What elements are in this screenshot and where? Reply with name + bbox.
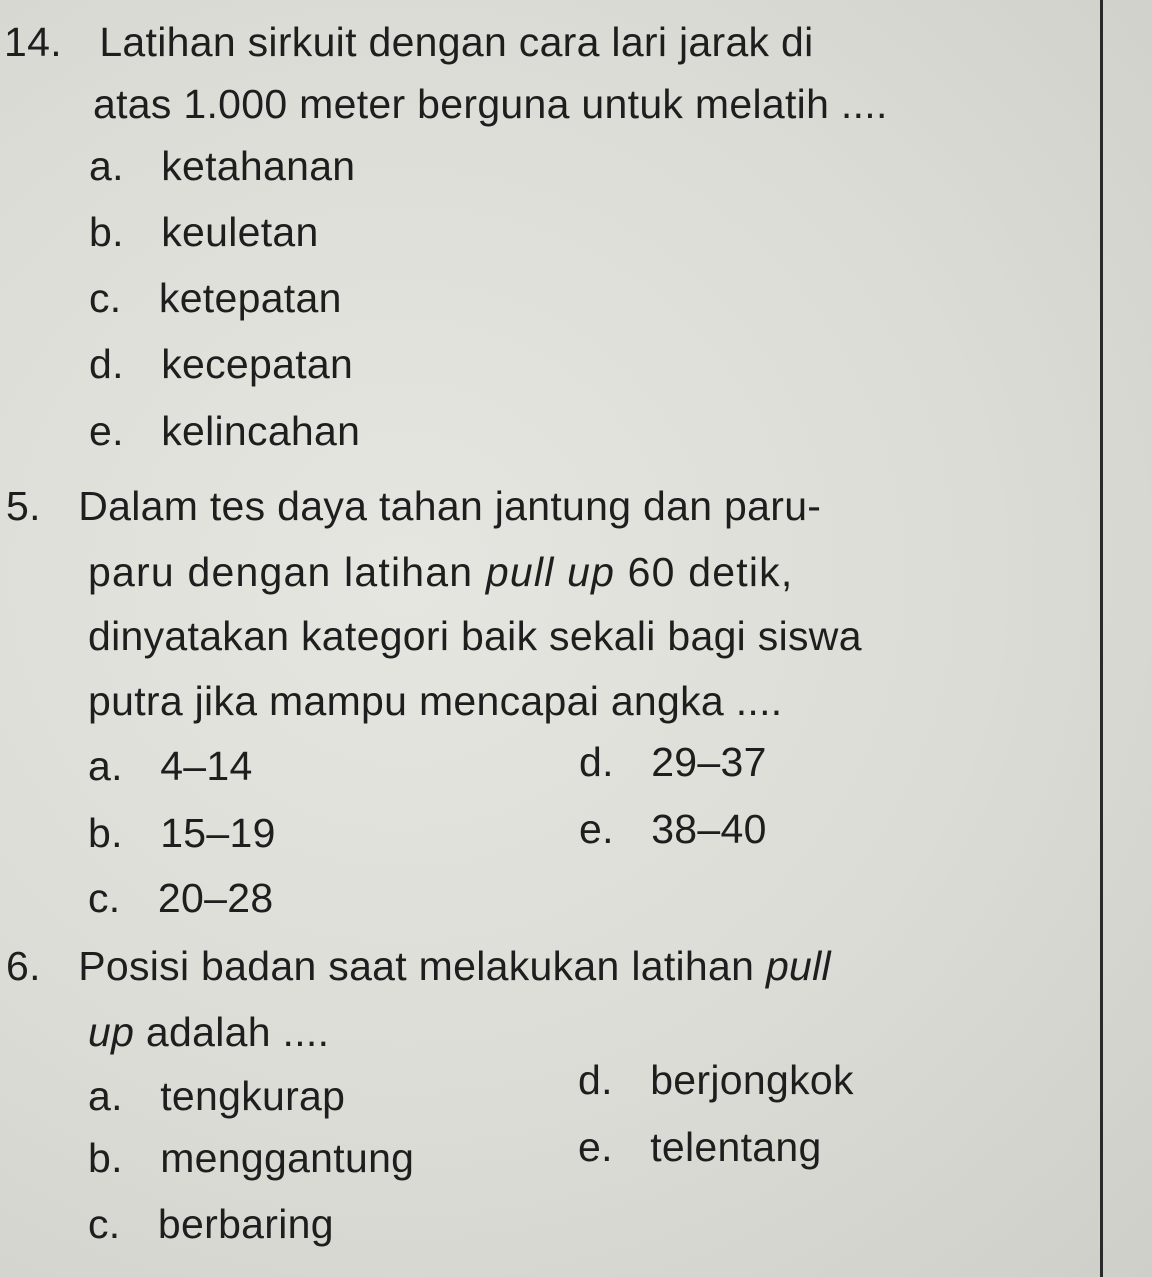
- option-text: berbaring: [157, 1201, 334, 1247]
- option-letter: a.: [88, 743, 123, 789]
- option-text: 29–37: [651, 739, 767, 785]
- option-text: ketepatan: [158, 275, 342, 321]
- italic-term: up: [88, 1009, 135, 1055]
- question-line: dinyatakan kategori baik sekali bagi siswa: [88, 613, 862, 659]
- option-text: telentang: [650, 1124, 822, 1170]
- question-text: Latihan sirkuit dengan cara lari jarak di: [99, 19, 814, 65]
- option-letter: d.: [578, 1057, 613, 1103]
- option-text: 20–28: [157, 875, 274, 921]
- option-c: [88, 1201, 334, 1247]
- option-letter: b.: [89, 209, 124, 255]
- option-letter: d.: [89, 341, 124, 387]
- option-text: 4–14: [160, 743, 253, 789]
- option-letter: a.: [89, 143, 124, 189]
- option-letter: c.: [88, 1201, 121, 1247]
- option-letter: b.: [88, 1135, 123, 1181]
- question-number: 6.: [6, 943, 41, 989]
- option-b: [88, 1135, 415, 1181]
- question-number: 14.: [4, 19, 62, 65]
- question-line: [6, 943, 831, 989]
- option-e: [578, 1124, 822, 1170]
- option-c: [88, 875, 274, 921]
- option-letter: c.: [89, 275, 122, 321]
- question-line: atas 1.000 meter berguna untuk melatih ....: [93, 81, 888, 127]
- option-a: [88, 743, 253, 789]
- option-d: [579, 739, 767, 785]
- italic-term: pull: [765, 943, 831, 989]
- option-text: 38–40: [651, 806, 767, 852]
- option-e: [579, 806, 767, 852]
- option-b: [89, 209, 319, 255]
- option-letter: c.: [88, 875, 121, 921]
- option-text: kecepatan: [161, 341, 354, 387]
- question-line: putra jika mampu mencapai angka ....: [88, 678, 783, 724]
- page-border-line: [1100, 0, 1103, 1277]
- option-e: [89, 408, 361, 454]
- option-d: [89, 341, 354, 387]
- question-text: Posisi badan saat melakukan latihan: [78, 943, 766, 989]
- question-line: paru dengan latihan pull up 60 detik,: [88, 549, 794, 595]
- option-text: 15–19: [160, 810, 276, 856]
- option-text: kelincahan: [161, 408, 361, 454]
- option-text: ketahanan: [161, 143, 356, 189]
- option-a: [88, 1073, 346, 1119]
- option-text: menggantung: [160, 1135, 415, 1181]
- question-line: [4, 19, 814, 65]
- option-letter: e.: [578, 1124, 613, 1170]
- italic-term: pull up: [485, 549, 616, 595]
- option-c: [89, 275, 342, 321]
- option-text: berjongkok: [650, 1057, 854, 1103]
- option-b: [88, 810, 276, 856]
- option-letter: d.: [579, 739, 614, 785]
- option-d: [578, 1057, 854, 1103]
- option-a: [89, 143, 356, 189]
- question-number: 5.: [6, 483, 41, 529]
- option-letter: a.: [88, 1073, 123, 1119]
- question-line: up adalah ....: [88, 1009, 330, 1055]
- question-line: [6, 483, 822, 529]
- question-text: Dalam tes daya tahan jantung dan paru-: [78, 483, 822, 529]
- option-text: tengkurap: [160, 1073, 346, 1119]
- option-text: keuletan: [161, 209, 319, 255]
- option-letter: e.: [579, 806, 614, 852]
- option-letter: e.: [89, 408, 124, 454]
- option-letter: b.: [88, 810, 123, 856]
